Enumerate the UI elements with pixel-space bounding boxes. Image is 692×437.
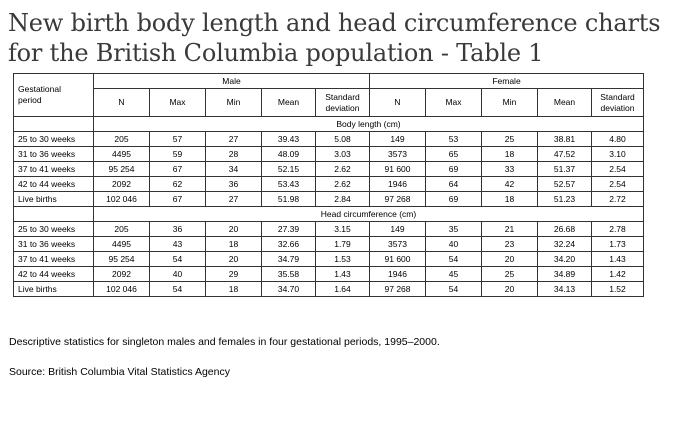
male-value-cell: 1.43 (316, 267, 370, 282)
male-value-cell: 3.03 (316, 147, 370, 162)
male-value-cell: 59 (150, 147, 206, 162)
male-value-cell: 53.43 (262, 177, 316, 192)
male-value-cell: 18 (206, 282, 262, 297)
table-row (14, 252, 644, 267)
female-value-cell: 45 (426, 267, 482, 282)
table-row (14, 177, 644, 192)
female-value-cell: 38.81 (538, 132, 592, 147)
male-value-cell: 95 254 (94, 162, 150, 177)
male-value-cell: 4495 (94, 237, 150, 252)
male-value-cell: 34.79 (262, 252, 316, 267)
male-value-cell: 27 (206, 132, 262, 147)
table-row (14, 192, 644, 207)
female-value-cell: 149 (370, 222, 426, 237)
male-value-cell: 1.64 (316, 282, 370, 297)
male-value-cell: 67 (150, 162, 206, 177)
table-row (14, 222, 644, 237)
section-header-row (14, 207, 644, 222)
table-caption: Descriptive statistics for singleton males and females in four gestational periods, 1995–2000. (9, 336, 440, 348)
row-label: 25 to 30 weeks (14, 132, 94, 147)
female-group-header: Female (370, 74, 644, 89)
column-header: N (94, 89, 150, 117)
female-value-cell: 3.10 (592, 147, 644, 162)
male-value-cell: 20 (206, 222, 262, 237)
male-value-cell: 2092 (94, 177, 150, 192)
female-value-cell: 2.72 (592, 192, 644, 207)
section-blank-cell (14, 117, 94, 132)
male-value-cell: 205 (94, 132, 150, 147)
female-value-cell: 97 268 (370, 192, 426, 207)
male-value-cell: 18 (206, 237, 262, 252)
column-header: Max (426, 89, 482, 117)
female-value-cell: 52.57 (538, 177, 592, 192)
female-value-cell: 53 (426, 132, 482, 147)
row-label: 25 to 30 weeks (14, 222, 94, 237)
male-value-cell: 205 (94, 222, 150, 237)
female-value-cell: 34.20 (538, 252, 592, 267)
female-value-cell: 65 (426, 147, 482, 162)
column-header: N (370, 89, 426, 117)
female-value-cell: 20 (482, 282, 538, 297)
male-value-cell: 2092 (94, 267, 150, 282)
stats-table (13, 73, 644, 297)
male-value-cell: 27 (206, 192, 262, 207)
female-value-cell: 1946 (370, 267, 426, 282)
female-value-cell: 33 (482, 162, 538, 177)
source-note: Source: British Columbia Vital Statistics Agency (9, 366, 230, 378)
female-value-cell: 1946 (370, 177, 426, 192)
male-value-cell: 54 (150, 252, 206, 267)
female-value-cell: 91 600 (370, 252, 426, 267)
female-value-cell: 54 (426, 252, 482, 267)
female-value-cell: 34.13 (538, 282, 592, 297)
table-row (14, 282, 644, 297)
table-row (14, 267, 644, 282)
male-value-cell: 57 (150, 132, 206, 147)
column-header: Mean (262, 89, 316, 117)
row-label: 31 to 36 weeks (14, 237, 94, 252)
female-value-cell: 4.80 (592, 132, 644, 147)
female-value-cell: 51.37 (538, 162, 592, 177)
female-value-cell: 69 (426, 162, 482, 177)
male-value-cell: 40 (150, 267, 206, 282)
male-value-cell: 54 (150, 282, 206, 297)
female-value-cell: 91 600 (370, 162, 426, 177)
female-value-cell: 3573 (370, 147, 426, 162)
male-value-cell: 27.39 (262, 222, 316, 237)
female-value-cell: 47.52 (538, 147, 592, 162)
female-value-cell: 20 (482, 252, 538, 267)
male-value-cell: 48.09 (262, 147, 316, 162)
male-value-cell: 3.15 (316, 222, 370, 237)
female-value-cell: 1.42 (592, 267, 644, 282)
male-value-cell: 2.62 (316, 162, 370, 177)
table-row (14, 237, 644, 252)
female-value-cell: 2.54 (592, 177, 644, 192)
female-value-cell: 69 (426, 192, 482, 207)
male-value-cell: 102 046 (94, 192, 150, 207)
row-label: 42 to 44 weeks (14, 267, 94, 282)
male-value-cell: 35.58 (262, 267, 316, 282)
male-value-cell: 36 (150, 222, 206, 237)
female-value-cell: 23 (482, 237, 538, 252)
male-value-cell: 29 (206, 267, 262, 282)
table-row (14, 147, 644, 162)
female-value-cell: 3573 (370, 237, 426, 252)
female-value-cell: 97 268 (370, 282, 426, 297)
title-line-1: New birth body length and head circumference charts (8, 9, 661, 37)
female-value-cell: 1.52 (592, 282, 644, 297)
male-value-cell: 1.79 (316, 237, 370, 252)
male-value-cell: 39.43 (262, 132, 316, 147)
row-label: Live births (14, 282, 94, 297)
male-value-cell: 1.53 (316, 252, 370, 267)
male-value-cell: 5.08 (316, 132, 370, 147)
male-group-header: Male (94, 74, 370, 89)
female-value-cell: 1.43 (592, 252, 644, 267)
column-header: Standard deviation (592, 89, 644, 117)
female-value-cell: 54 (426, 282, 482, 297)
male-value-cell: 95 254 (94, 252, 150, 267)
female-value-cell: 2.78 (592, 222, 644, 237)
column-header: Standard deviation (316, 89, 370, 117)
male-value-cell: 102 046 (94, 282, 150, 297)
gestational-period-header: Gestational period (14, 74, 94, 117)
male-value-cell: 4495 (94, 147, 150, 162)
male-value-cell: 2.62 (316, 177, 370, 192)
section-title: Body length (cm) (94, 117, 644, 132)
table-body (14, 117, 644, 297)
female-value-cell: 34.89 (538, 267, 592, 282)
row-label: 31 to 36 weeks (14, 147, 94, 162)
male-value-cell: 62 (150, 177, 206, 192)
female-value-cell: 25 (482, 132, 538, 147)
male-value-cell: 36 (206, 177, 262, 192)
male-value-cell: 34.70 (262, 282, 316, 297)
female-value-cell: 32.24 (538, 237, 592, 252)
table-row (14, 132, 644, 147)
male-value-cell: 43 (150, 237, 206, 252)
female-value-cell: 18 (482, 192, 538, 207)
row-label: Live births (14, 192, 94, 207)
male-value-cell: 52.15 (262, 162, 316, 177)
male-value-cell: 51.98 (262, 192, 316, 207)
section-header-row (14, 117, 644, 132)
female-value-cell: 21 (482, 222, 538, 237)
female-value-cell: 40 (426, 237, 482, 252)
male-value-cell: 34 (206, 162, 262, 177)
female-value-cell: 64 (426, 177, 482, 192)
male-value-cell: 67 (150, 192, 206, 207)
title-line-2: for the British Columbia population - Table 1 (8, 39, 544, 67)
female-value-cell: 1.73 (592, 237, 644, 252)
female-value-cell: 42 (482, 177, 538, 192)
female-value-cell: 51.23 (538, 192, 592, 207)
male-value-cell: 2.84 (316, 192, 370, 207)
row-label: 37 to 41 weeks (14, 162, 94, 177)
row-label: 37 to 41 weeks (14, 252, 94, 267)
male-value-cell: 32.66 (262, 237, 316, 252)
section-title: Head circumference (cm) (94, 207, 644, 222)
table-row (14, 162, 644, 177)
female-value-cell: 25 (482, 267, 538, 282)
male-value-cell: 20 (206, 252, 262, 267)
column-header: Max (150, 89, 206, 117)
female-value-cell: 35 (426, 222, 482, 237)
column-header: Min (206, 89, 262, 117)
column-header: Min (482, 89, 538, 117)
page-title (8, 8, 692, 68)
female-value-cell: 18 (482, 147, 538, 162)
column-header: Mean (538, 89, 592, 117)
section-blank-cell (14, 207, 94, 222)
row-label: 42 to 44 weeks (14, 177, 94, 192)
female-value-cell: 2.54 (592, 162, 644, 177)
male-value-cell: 28 (206, 147, 262, 162)
female-value-cell: 26.68 (538, 222, 592, 237)
female-value-cell: 149 (370, 132, 426, 147)
